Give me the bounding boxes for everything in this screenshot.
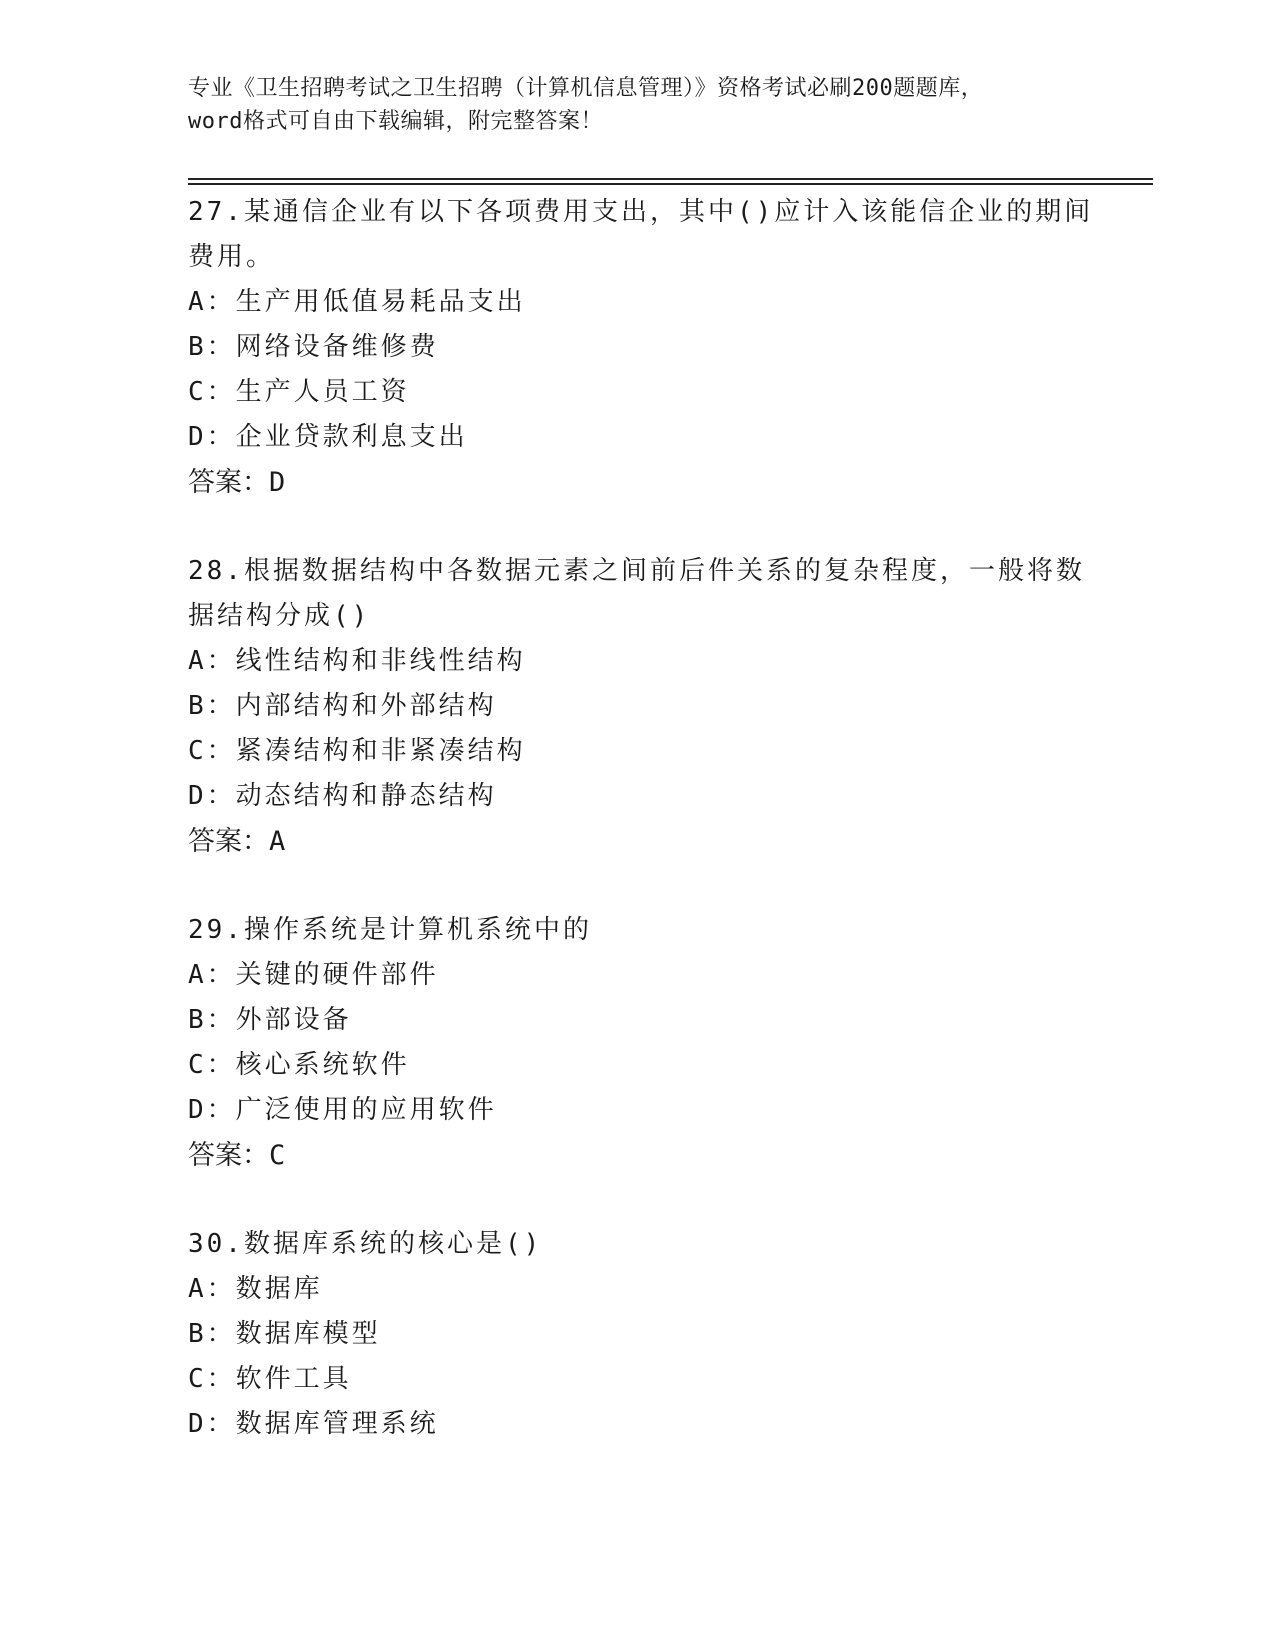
option-c: C：软件工具 [188,1364,352,1394]
option-c: C：生产人员工资 [188,377,410,407]
option-d: D：数据库管理系统 [188,1409,439,1439]
option-b: B：外部设备 [188,1005,352,1035]
answer-value: A [269,826,286,857]
question-30 [188,1222,1108,1447]
header-line-1: 专业《卫生招聘考试之卫生招聘（计算机信息管理）》资格考试必刷200题题库， [188,76,984,101]
answer-label: 答案： [188,1140,269,1171]
question-27 [188,190,1108,505]
option-a: A：线性结构和非线性结构 [188,646,526,676]
question-stem: 27.某通信企业有以下各项费用支出，其中()应计入该能信企业的期间 [188,197,1094,227]
header-line-2: word格式可自由下载编辑，附完整答案！ [188,109,603,134]
question-29 [188,908,1108,1178]
spacer [188,1178,1108,1222]
answer-label: 答案： [188,467,269,498]
spacer [188,505,1108,549]
question-stem-continued: 费用。 [188,242,276,272]
question-stem: 28.根据数据结构中各数据元素之间前后件关系的复杂程度，一般将数 [188,556,1085,586]
question-stem: 29.操作系统是计算机系统中的 [188,915,592,945]
document-header [188,72,1068,138]
answer-line [188,460,1108,505]
question-stem-continued: 据结构分成() [188,601,371,631]
option-b: B：网络设备维修费 [188,332,439,362]
option-b: B：数据库模型 [188,1319,381,1349]
option-c: C：核心系统软件 [188,1050,410,1080]
option-c: C：紧凑结构和非紧凑结构 [188,736,526,766]
question-stem: 30.数据库系统的核心是() [188,1229,543,1259]
option-a: A：数据库 [188,1274,323,1304]
answer-value: D [269,467,286,498]
question-list [188,190,1108,1447]
option-a: A：关键的硬件部件 [188,960,439,990]
header-divider-top [188,178,1153,180]
answer-label: 答案： [188,826,269,857]
answer-line [188,1133,1108,1178]
question-28 [188,549,1108,864]
option-d: D：企业贷款利息支出 [188,422,468,452]
option-d: D：动态结构和静态结构 [188,781,497,811]
spacer [188,864,1108,908]
option-a: A：生产用低值易耗品支出 [188,287,526,317]
header-divider-bottom [188,183,1153,185]
option-b: B：内部结构和外部结构 [188,691,497,721]
answer-line [188,819,1108,864]
answer-value: C [269,1140,286,1171]
option-d: D：广泛使用的应用软件 [188,1095,497,1125]
